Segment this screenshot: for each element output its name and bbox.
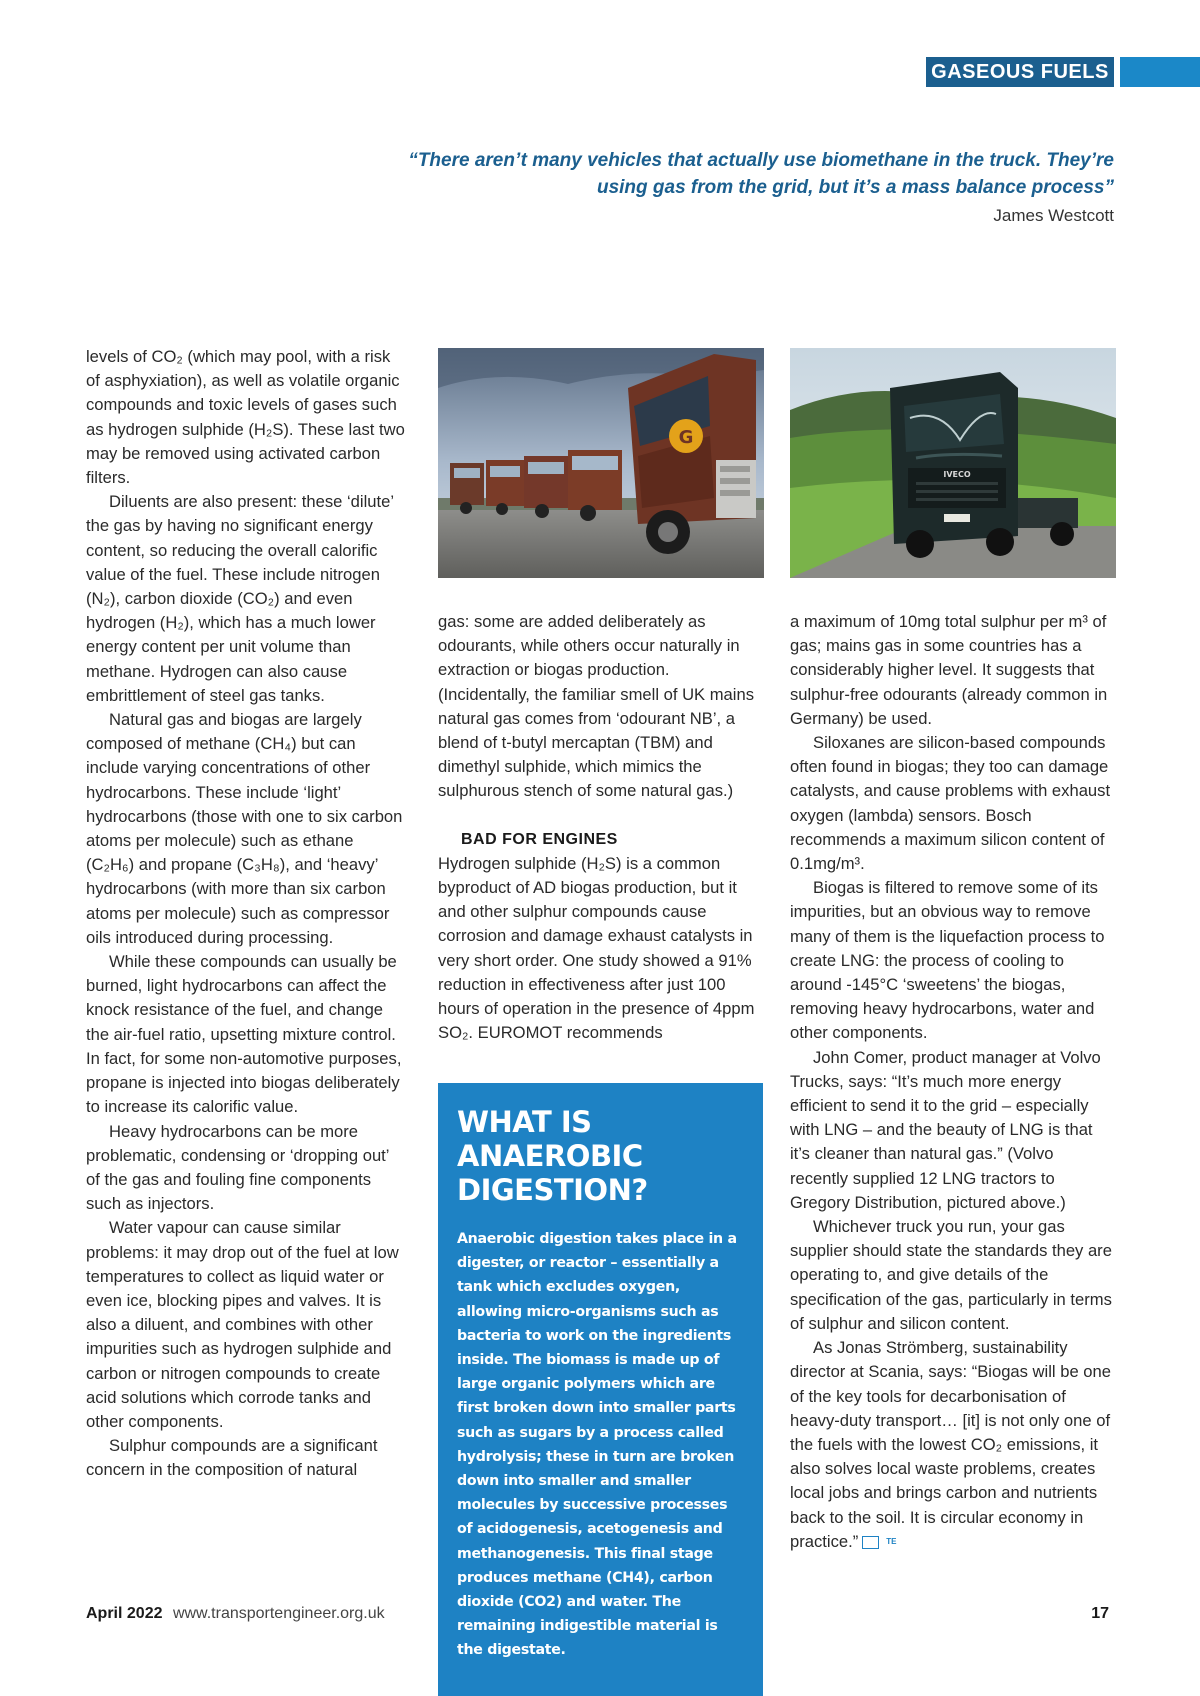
photo-iveco-truck (790, 348, 1116, 578)
article-paragraph: Natural gas and biogas are largely composed of methane (CH₄) but can include varying concentrations of other hydrocarbons. These include ‘light’ hydrocarbons (those with one to six carbon atoms per molecule) such as ethane (C₂H₆) and propane (C₃H₈), and ‘heavy’ hydrocarbons (with more than six carbon atoms per molecule) such as compressor oils introduced during processing. (86, 710, 403, 947)
photo-truck-fleet (438, 348, 764, 578)
article-paragraph: Whichever truck you run, your gas supplier should state the standards they are operating to, and give details of the specification of the gas, particularly in terms of sulphur and silicon content. (790, 1217, 1112, 1333)
article-paragraph: a maximum of 10mg total sulphur per m³ of gas; mains gas in some countries has a considerably higher level. It suggests that sulphur-free odourants (already common in Germany) be used. (790, 612, 1108, 728)
section-tag-accent-bar (1120, 57, 1200, 87)
article-column-2 (438, 610, 764, 1045)
article-paragraph: Biogas is filtered to remove some of its impurities, but an obvious way to remove many of them is the liquefaction process to create LNG: the process of cooling to around -145°C ‘sweetens’ the biogas, removing heavy hydrocarbons, water and other components. (790, 878, 1105, 1043)
page-number: 17 (1091, 1605, 1109, 1622)
sidebar-box-anaerobic-digestion (438, 1083, 763, 1696)
iveco-truck-illustration (790, 348, 1116, 578)
truck-grille-label: IVECO (943, 470, 971, 479)
article-paragraph: Heavy hydrocarbons can be more problematic, condensing or ‘dropping out’ of the gas and fouling fine components such as injectors. (86, 1121, 389, 1214)
sidebar-body: Anaerobic digestion takes place in a digester, or reactor – essentially a tank which excludes oxygen, allowing micro-organisms such as bacteria to work on the ingredients inside. The biomass is made up of large organic polymers which are first broken down into smaller parts such as sugars by a process called hydrolysis; these in turn are broken down into smaller and smaller molecules by successive processes of acidogenesis, acetogenesis and methanogenesis. This final stage produces methane (CH4), carbon dioxide (CO2) and water. The remaining indigestible material is the digestate. (457, 1231, 737, 1659)
pull-quote (394, 148, 1114, 229)
te-end-mark-icon: TE (862, 1536, 879, 1549)
article-paragraph: Sulphur compounds are a significant concern in the composition of natural (86, 1436, 378, 1480)
article-paragraph: levels of CO₂ (which may pool, with a risk of asphyxiation), as well as volatile organic compounds and toxic levels of gases such as hydrogen sulphide (H₂S). These last two may be removed using activated carbon filters. (86, 347, 405, 488)
article-paragraph: gas: some are added deliberately as odourants, while others occur naturally in extraction or biogas production. (Incidentally, the familiar smell of UK mains natural gas comes from ‘odourant NB’, a blend of t-butyl mercaptan (TBM) and dimethyl sulphide, which mimics the sulphurous stench of some natural gas.) (438, 612, 755, 801)
website-url: www.transportengineer.org.uk (172, 1605, 385, 1622)
pull-quote-text: “There aren’t many vehicles that actually use biomethane in the truck. They’re using gas from the grid, but it’s a mass balance process” (408, 150, 1114, 198)
section-tag: GASEOUS FUELS (926, 57, 1114, 87)
article-column-1 (86, 345, 406, 1483)
article-paragraph: John Comer, product manager at Volvo Trucks, says: “It’s much more energy efficient to send it to the grid – especially with LNG – and the beauty of LNG is that it’s cleaner than natural gas.” (Volvo recently supplied 12 LNG tractors to Gregory Distribution, pictured above.) (790, 1047, 1101, 1212)
article-paragraph: Water vapour can cause similar problems: it may drop out of the fuel at low temperatures to collect as liquid water or even ice, blocking pipes and valves. It is also a diluent, and combines with other impurities such as hydrogen sulphide and carbon or nitrogen compounds to create acid solutions which corrode tanks and other components. (86, 1218, 399, 1431)
section-header (926, 57, 1200, 87)
article-column-3 (790, 610, 1116, 1554)
section-subhead: BAD FOR ENGINES (461, 830, 618, 848)
article-paragraph-text: As Jonas Strömberg, sustainability director at Scania, says: “Biogas will be one of the key tools for decarbonisation of heavy-duty transport… [it] is not only one of the fuels with the lowest CO₂ emissions, it also solves local waste problems, creates local jobs and brings carbon and nutrients back to the soil. It is circular economy in practice.” (790, 1338, 1111, 1551)
article-paragraph: While these compounds can usually be burned, light hydrocarbons can affect the knock resistance of the fuel, and change the air-fuel ratio, upsetting mixture control. In fact, for some non-automotive purposes, propane is injected into biogas deliberately to increase its calorific value. (86, 952, 402, 1117)
truck-badge-logo: G (678, 427, 694, 448)
sidebar-title: WHAT IS ANAEROBIC DIGESTION? (457, 1105, 648, 1207)
article-paragraph: Hydrogen sulphide (H₂S) is a common byproduct of AD biogas production, but it and other sulphur compounds cause corrosion and damage exhaust catalysts in very short order. One study showed a 91% reduction in effectiveness after just 100 hours of operation in the presence of 4ppm SO₂. EUROMOT recommends (438, 853, 755, 1043)
truck-fleet-illustration (438, 348, 764, 578)
article-paragraph (790, 1336, 1116, 1554)
issue-date: April 2022 (86, 1605, 163, 1622)
page-footer (86, 1604, 385, 1624)
article-paragraph: Siloxanes are silicon-based compounds often found in biogas; they too can damage catalysts, and cause problems with exhaust oxygen (lambda) sensors. Bosch recommends a maximum silicon content of 0.1mg/m³. (790, 733, 1111, 874)
article-paragraph: Diluents are also present: these ‘dilute’ the gas by having no significant energy content, so reducing the overall calorific value of the fuel. These include nitrogen (N₂), carbon dioxide (CO₂) and even hydrogen (H₂), which has a much lower energy content per unit volume than methane. Hydrogen can also cause embrittlement of steel gas tanks. (86, 492, 394, 705)
pull-quote-author: James Westcott (993, 206, 1114, 225)
